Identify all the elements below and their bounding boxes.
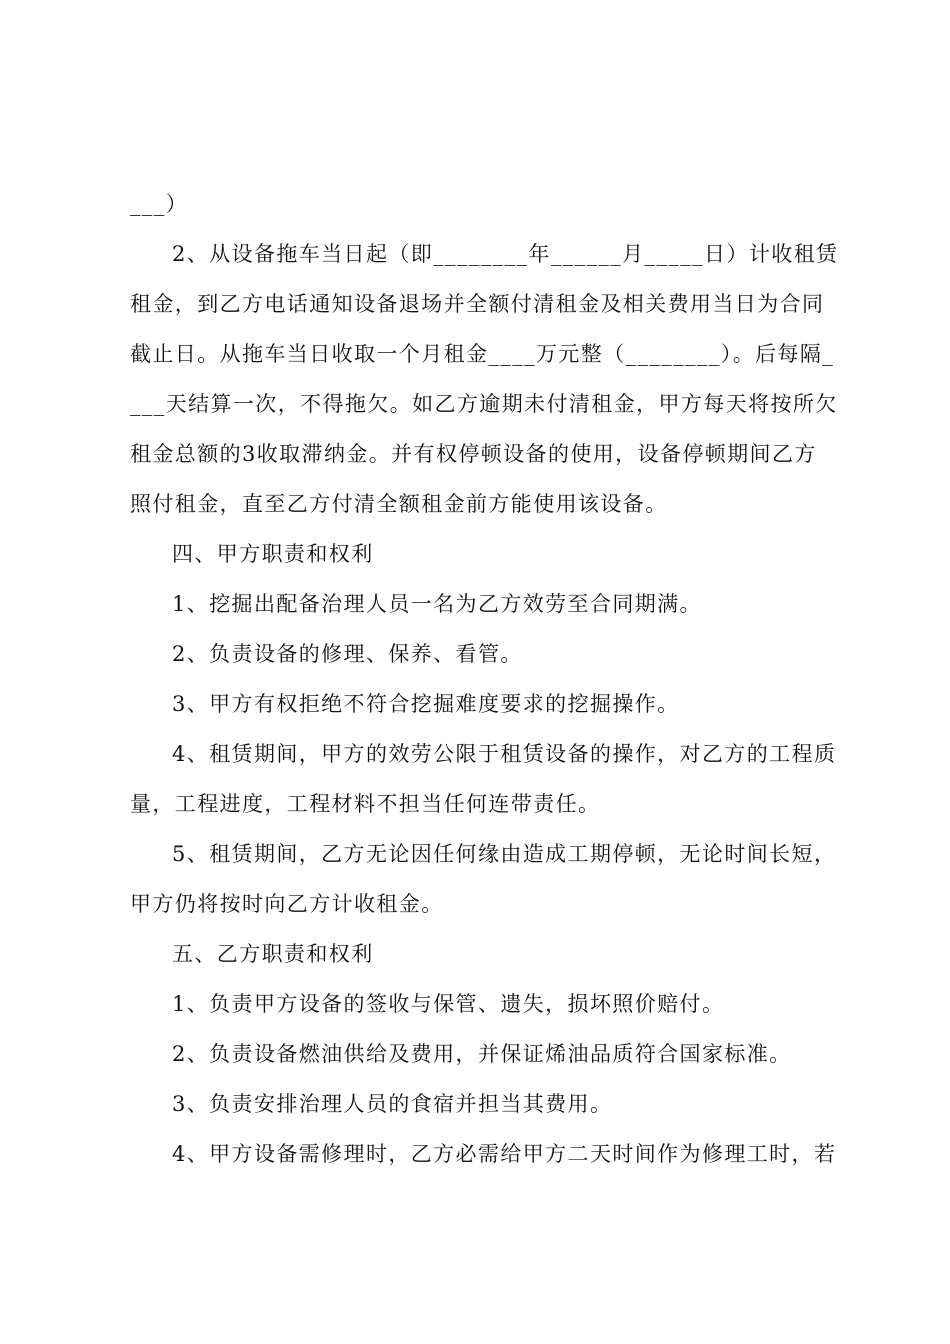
clause-5-3: 3、负责安排治理人员的食宿并担当其费用。 <box>172 1092 613 1116</box>
clause-4-5-line-2: 甲方仍将按时向乙方计收租金。 <box>130 892 444 916</box>
clause-4-4-line-1: 4、租赁期间，甲方的效劳公限于租赁设备的操作，对乙方的工程质 <box>172 742 837 766</box>
clause-5-1: 1、负责甲方设备的签收与保管、遗失，损坏照价赔付。 <box>172 992 725 1016</box>
clause-4-2: 2、负责设备的修理、保养、看管。 <box>172 642 523 666</box>
section-heading-4: 四、甲方职责和权利 <box>172 542 374 566</box>
clause-4-5-line-1: 5、租赁期间，乙方无论因任何缘由造成工期停顿，无论时间长短， <box>172 842 837 866</box>
clause-3-2-line-3: 截止日。从拖车当日收取一个月租金____万元整（________）。后每隔_ <box>130 342 835 366</box>
text-line-continuation: ___） <box>130 192 189 216</box>
clause-3-2-line-2: 租金，到乙方电话通知设备退场并全额付清租金及相关费用当日为合同 <box>130 292 825 316</box>
clause-3-2-line-4: ___天结算一次，不得拖欠。如乙方逾期未付清租金，甲方每天将按所欠 <box>130 392 838 416</box>
section-heading-5: 五、乙方职责和权利 <box>172 942 374 966</box>
clause-4-3: 3、甲方有权拒绝不符合挖掘难度要求的挖掘操作。 <box>172 692 680 716</box>
clause-5-4-line-1: 4、甲方设备需修理时，乙方必需给甲方二天时间作为修理工时，若 <box>172 1142 837 1166</box>
clause-4-4-line-2: 量，工程进度，工程材料不担当任何连带责任。 <box>130 792 601 816</box>
clause-4-1: 1、挖掘出配备治理人员一名为乙方效劳至合同期满。 <box>172 592 702 616</box>
clause-3-2-line-1: 2、从设备拖车当日起（即________年______月_____日）计收租赁 <box>172 242 839 266</box>
clause-5-2: 2、负责设备燃油供给及费用，并保证烯油品质符合国家标准。 <box>172 1042 792 1066</box>
clause-3-2-line-5: 租金总额的3收取滞纳金。并有权停顿设备的使用，设备停顿期间乙方 <box>130 442 817 466</box>
clause-3-2-line-6: 照付租金，直至乙方付清全额租金前方能使用该设备。 <box>130 492 668 516</box>
